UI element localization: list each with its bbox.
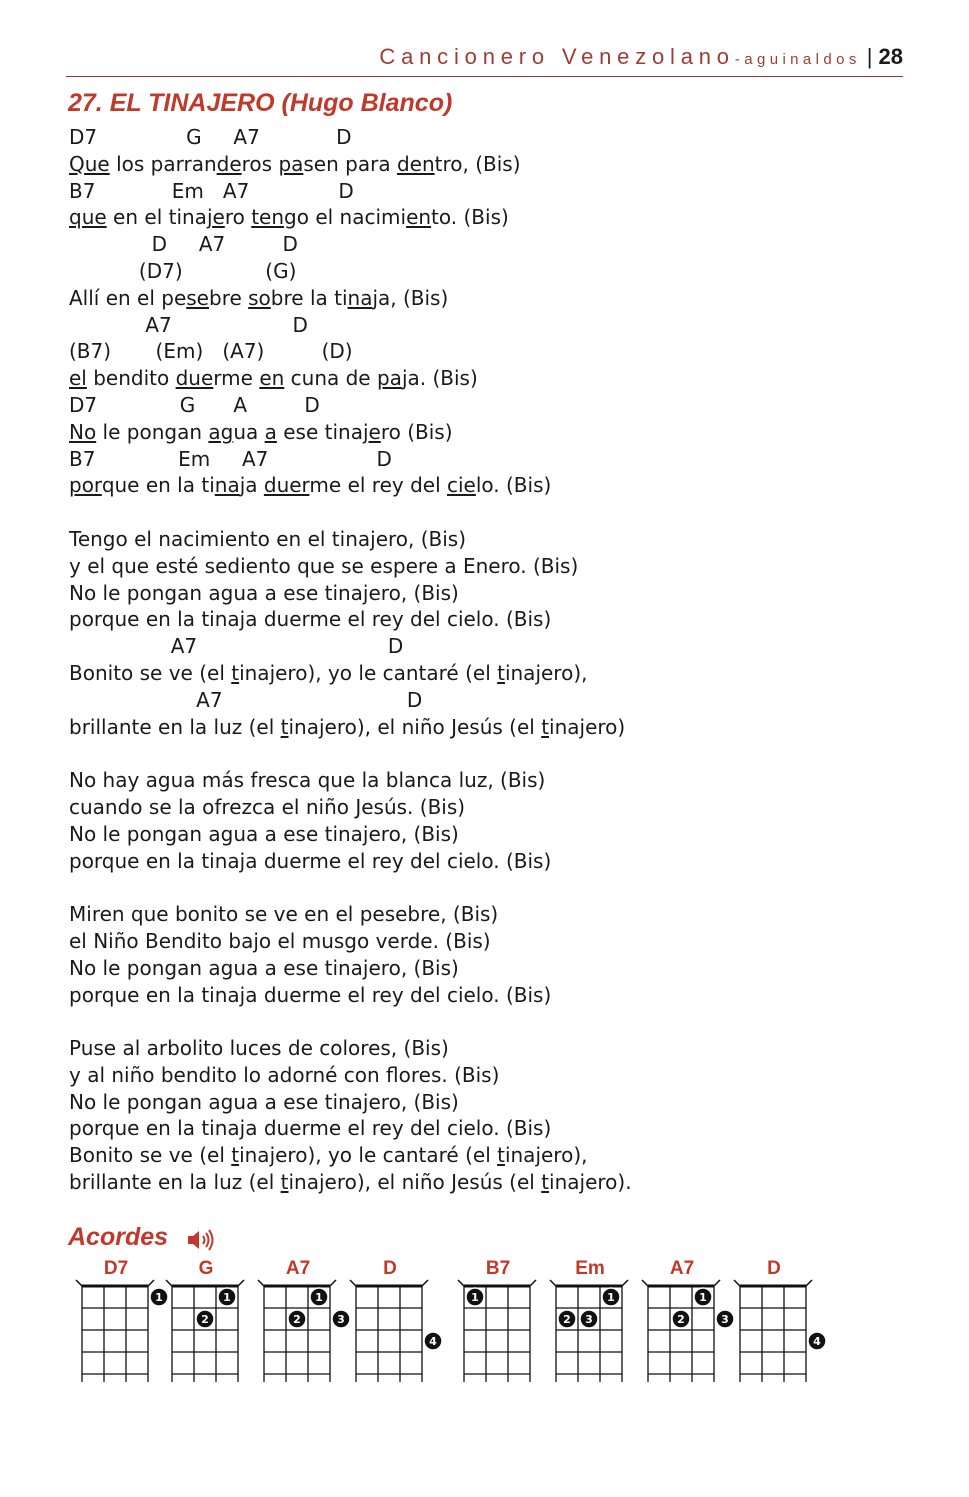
- song-title: 27. EL TINAJERO (Hugo Blanco): [68, 89, 453, 117]
- lyric-segment: porque en la tinaja duerme el rey del cielo. (Bis): [69, 982, 552, 1007]
- lyric-segment: lo. (Bis): [475, 473, 552, 498]
- lyric-segment: cuna de: [284, 366, 377, 391]
- lyric-segment: inajero).: [549, 1170, 632, 1195]
- lyric-segment: tro, (Bis): [434, 151, 521, 176]
- stressed-syllable: t: [231, 660, 240, 685]
- lyric-line: [69, 1169, 929, 1196]
- fretboard: [456, 1276, 540, 1392]
- nut-corner: [350, 1280, 356, 1286]
- stressed-syllable: t: [541, 1170, 550, 1195]
- lyric-segment: inajero): [549, 714, 626, 739]
- chord-line: D7 G A7 D: [69, 125, 352, 149]
- stressed-syllable: por: [69, 473, 102, 498]
- chord-name: G: [198, 1258, 214, 1279]
- lyric-segment: porque en la tinaja duerme el rey del cielo. (Bis): [69, 1116, 552, 1141]
- finger-number: 2: [677, 1313, 685, 1326]
- lyric-segment: el Niño Bendito bajo el musgo verde. (Bis): [69, 928, 491, 953]
- book-title: Cancionero Venezolano: [379, 44, 735, 69]
- chord-name: D: [767, 1258, 781, 1279]
- nut-corner: [550, 1280, 556, 1286]
- stressed-syllable: na: [347, 285, 373, 310]
- lyric-segment: Miren que bonito se ve en el pesebre, (Bis): [69, 902, 499, 927]
- lyric-segment: porque en la tinaja duerme el rey del cielo. (Bis): [69, 848, 552, 873]
- lyric-line: [69, 472, 929, 499]
- lyric-line: [69, 848, 929, 875]
- stanza-gap: [69, 1008, 929, 1035]
- stressed-syllable: que: [69, 205, 107, 230]
- lyric-line: [69, 955, 929, 982]
- page-number: 28: [878, 44, 903, 69]
- lyric-segment: y al niño bendito lo adorné con flores. (Bis): [69, 1062, 500, 1087]
- lyric-line: [69, 606, 929, 633]
- chord-name: A7: [285, 1258, 311, 1279]
- stressed-syllable: No: [69, 419, 97, 444]
- stressed-syllable: a: [264, 419, 277, 444]
- lyric-line: [69, 714, 929, 741]
- stanza-gap: [69, 740, 929, 767]
- chord-name: A7: [669, 1258, 695, 1279]
- lyric-line: [69, 928, 929, 955]
- lyric-line: [69, 419, 929, 446]
- stressed-syllable: ag: [208, 419, 234, 444]
- lyric-segment: No hay agua más fresca que la blanca luz, (Bis): [69, 768, 546, 793]
- lyric-line: [69, 982, 929, 1009]
- lyric-segment: que en la ti: [101, 473, 215, 498]
- finger-number: 4: [813, 1335, 821, 1348]
- stressed-syllable: so: [248, 285, 271, 310]
- finger-number: 1: [607, 1291, 615, 1304]
- lyric-segment: ro (Bis): [380, 419, 453, 444]
- chord-line: (D7) (G): [69, 258, 297, 283]
- chord-name: Em: [575, 1258, 605, 1279]
- lyric-line: [69, 767, 929, 794]
- lyric-line: [69, 660, 929, 687]
- nut-corner: [422, 1280, 428, 1286]
- lyric-segment: ese tina: [276, 419, 363, 444]
- chord-diagram: [640, 1258, 729, 1392]
- fretboard: [640, 1276, 729, 1392]
- lyric-line: [69, 365, 929, 392]
- lyric-segment: inajero), yo le cantaré (el: [239, 1143, 498, 1168]
- nut-corner: [148, 1280, 154, 1286]
- header-separator: |: [866, 44, 873, 69]
- stressed-syllable: de: [216, 151, 242, 176]
- lyric-segment: y el que esté sediento que se espere a Enero. (Bis): [69, 553, 579, 578]
- lyric-segment: Puse al arbolito luces de colores, (Bis): [69, 1036, 449, 1061]
- lyric-line: [69, 1062, 929, 1089]
- fretboard: [256, 1276, 345, 1392]
- chords-section-title: Acordes: [68, 1223, 169, 1251]
- finger-number: 2: [563, 1313, 571, 1326]
- chord-name: B7: [485, 1258, 511, 1279]
- finger-number: 3: [585, 1313, 593, 1326]
- stressed-syllable: t: [497, 660, 505, 685]
- nut-corner: [806, 1280, 812, 1286]
- finger-number: 1: [471, 1291, 479, 1304]
- fretboard: [348, 1276, 437, 1392]
- speaker-icon[interactable]: [186, 1228, 216, 1252]
- lyric-segment: brillante en la luz (el: [69, 714, 281, 739]
- lyric-segment: ros: [241, 151, 279, 176]
- lyric-segment: le pongan: [96, 419, 209, 444]
- lyric-line: [69, 901, 929, 928]
- lyric-segment: inajero), el niño Jesús (el: [288, 1170, 542, 1195]
- finger-number: 1: [155, 1291, 163, 1304]
- lyric-segment: No le pongan agua a ese tinajero, (Bis): [69, 1089, 459, 1114]
- finger-number: 2: [201, 1313, 209, 1326]
- stressed-syllable: el: [69, 366, 87, 391]
- nut-corner: [238, 1280, 244, 1286]
- lyric-segment: porque en la tinaja duerme el rey del cielo. (Bis): [69, 607, 552, 632]
- chord-diagram: [456, 1258, 540, 1392]
- stressed-syllable: pa: [278, 151, 304, 176]
- finger-number: 3: [337, 1313, 345, 1326]
- stressed-syllable: duer: [263, 473, 310, 498]
- page-header: [66, 40, 903, 77]
- nut-corner: [714, 1280, 720, 1286]
- stressed-syllable: Que: [69, 151, 110, 176]
- lyric-line: [69, 821, 929, 848]
- stressed-syllable: cie: [446, 473, 476, 498]
- lyric-line: [69, 1142, 929, 1169]
- lyric-segment: ro: [224, 205, 252, 230]
- lyric-segment: ja, (Bis): [372, 285, 449, 310]
- lyric-segment: Allí en el pe: [69, 285, 187, 310]
- lyric-segment: bendito: [86, 366, 176, 391]
- stanza-gap: [69, 499, 929, 526]
- stressed-syllable: pa: [376, 366, 402, 391]
- lyric-segment: Bonito se ve (el: [69, 1143, 232, 1168]
- lyric-line: [69, 1089, 929, 1116]
- finger-number: 1: [699, 1291, 707, 1304]
- stressed-syllable: t: [541, 714, 550, 739]
- lyric-segment: No le pongan agua a ese tinajero, (Bis): [69, 955, 459, 980]
- lyric-line: [69, 580, 929, 607]
- chord-diagram: [74, 1258, 163, 1392]
- chord-diagram: [548, 1258, 632, 1392]
- stressed-syllable: t: [280, 1170, 289, 1195]
- chord-diagram: [256, 1258, 345, 1392]
- lyric-segment: go el nacimi: [284, 205, 407, 230]
- nut-corner: [166, 1280, 172, 1286]
- lyric-segment: Tengo el nacimiento en el tinajero, (Bis): [69, 526, 467, 551]
- lyric-segment: ua: [233, 419, 265, 444]
- fretboard: [732, 1276, 821, 1392]
- chord-line: A7 D: [69, 634, 404, 659]
- lyric-line: [69, 1115, 929, 1142]
- lyric-segment: bre: [209, 285, 249, 310]
- nut-corner: [642, 1280, 648, 1286]
- lyric-line: [69, 204, 929, 231]
- header-text: [379, 44, 903, 70]
- lyric-line: [69, 526, 929, 553]
- chord-line: D7 G A D: [69, 392, 320, 417]
- stressed-syllable: en: [259, 366, 285, 391]
- stressed-syllable: na: [214, 473, 240, 498]
- nut-corner: [76, 1280, 82, 1286]
- lyric-segment: sen para: [303, 151, 397, 176]
- song-lyrics: [69, 124, 929, 1196]
- chord-line: D A7 D: [69, 232, 298, 257]
- lyric-segment: ja: [239, 473, 264, 498]
- fretboard: [74, 1276, 163, 1392]
- lyric-segment: brillante en la luz (el: [69, 1170, 281, 1195]
- chord-line: (B7) (Em) (A7) (D): [69, 339, 353, 364]
- stressed-syllable: se: [186, 285, 209, 310]
- chord-diagram: [164, 1258, 248, 1392]
- nut-corner: [330, 1280, 336, 1286]
- stressed-syllable: je: [362, 419, 381, 444]
- lyric-segment: Bonito se ve (el: [69, 660, 232, 685]
- lyric-segment: bre la ti: [270, 285, 348, 310]
- nut-corner: [622, 1280, 628, 1286]
- chord-diagram: [348, 1258, 437, 1392]
- lyric-segment: inajero),: [504, 1143, 588, 1168]
- stressed-syllable: t: [231, 1143, 240, 1168]
- chord-name: D7: [103, 1258, 129, 1279]
- lyric-segment: No le pongan agua a ese tinajero, (Bis): [69, 821, 459, 846]
- lyric-segment: los parran: [109, 151, 217, 176]
- stanza-gap: [69, 874, 929, 901]
- lyric-segment: inajero), yo le cantaré (el: [239, 660, 498, 685]
- lyric-line: [69, 553, 929, 580]
- lyric-segment: rme: [213, 366, 260, 391]
- lyric-segment: to. (Bis): [431, 205, 509, 230]
- finger-number: 2: [293, 1313, 301, 1326]
- stressed-syllable: ten: [251, 205, 285, 230]
- chord-line: B7 Em A7 D: [69, 446, 392, 471]
- lyric-segment: ja. (Bis): [401, 366, 478, 391]
- lyric-line: [69, 1035, 929, 1062]
- chord-line: A7 D: [69, 687, 423, 712]
- nut-corner: [734, 1280, 740, 1286]
- lyric-segment: No le pongan agua a ese tinajero, (Bis): [69, 580, 459, 605]
- fretboard: [164, 1276, 248, 1392]
- stressed-syllable: t: [280, 714, 289, 739]
- fretboard: [548, 1276, 632, 1392]
- nut-corner: [530, 1280, 536, 1286]
- finger-number: 4: [429, 1335, 437, 1348]
- finger-number: 1: [223, 1291, 231, 1304]
- finger-number: 3: [721, 1313, 729, 1326]
- lyric-segment: en el tina: [106, 205, 207, 230]
- stressed-syllable: en: [406, 205, 432, 230]
- stressed-syllable: t: [497, 1143, 505, 1168]
- lyric-segment: inajero),: [504, 660, 588, 685]
- lyric-segment: me el rey del: [309, 473, 447, 498]
- nut-corner: [458, 1280, 464, 1286]
- stressed-syllable: due: [175, 366, 214, 391]
- lyric-line: [69, 151, 929, 178]
- chord-line: A7 D: [69, 312, 308, 337]
- stressed-syllable: je: [206, 205, 225, 230]
- lyric-segment: inajero), el niño Jesús (el: [288, 714, 542, 739]
- book-subtitle: -aguinaldos: [734, 51, 861, 68]
- nut-corner: [258, 1280, 264, 1286]
- chord-diagram: [732, 1258, 821, 1392]
- chord-line: B7 Em A7 D: [69, 178, 354, 203]
- finger-number: 1: [315, 1291, 323, 1304]
- stressed-syllable: den: [396, 151, 435, 176]
- lyric-line: [69, 794, 929, 821]
- lyric-segment: cuando se la ofrezca el niño Jesús. (Bis): [69, 794, 466, 819]
- chord-name: D: [383, 1258, 397, 1279]
- lyric-line: [69, 285, 929, 312]
